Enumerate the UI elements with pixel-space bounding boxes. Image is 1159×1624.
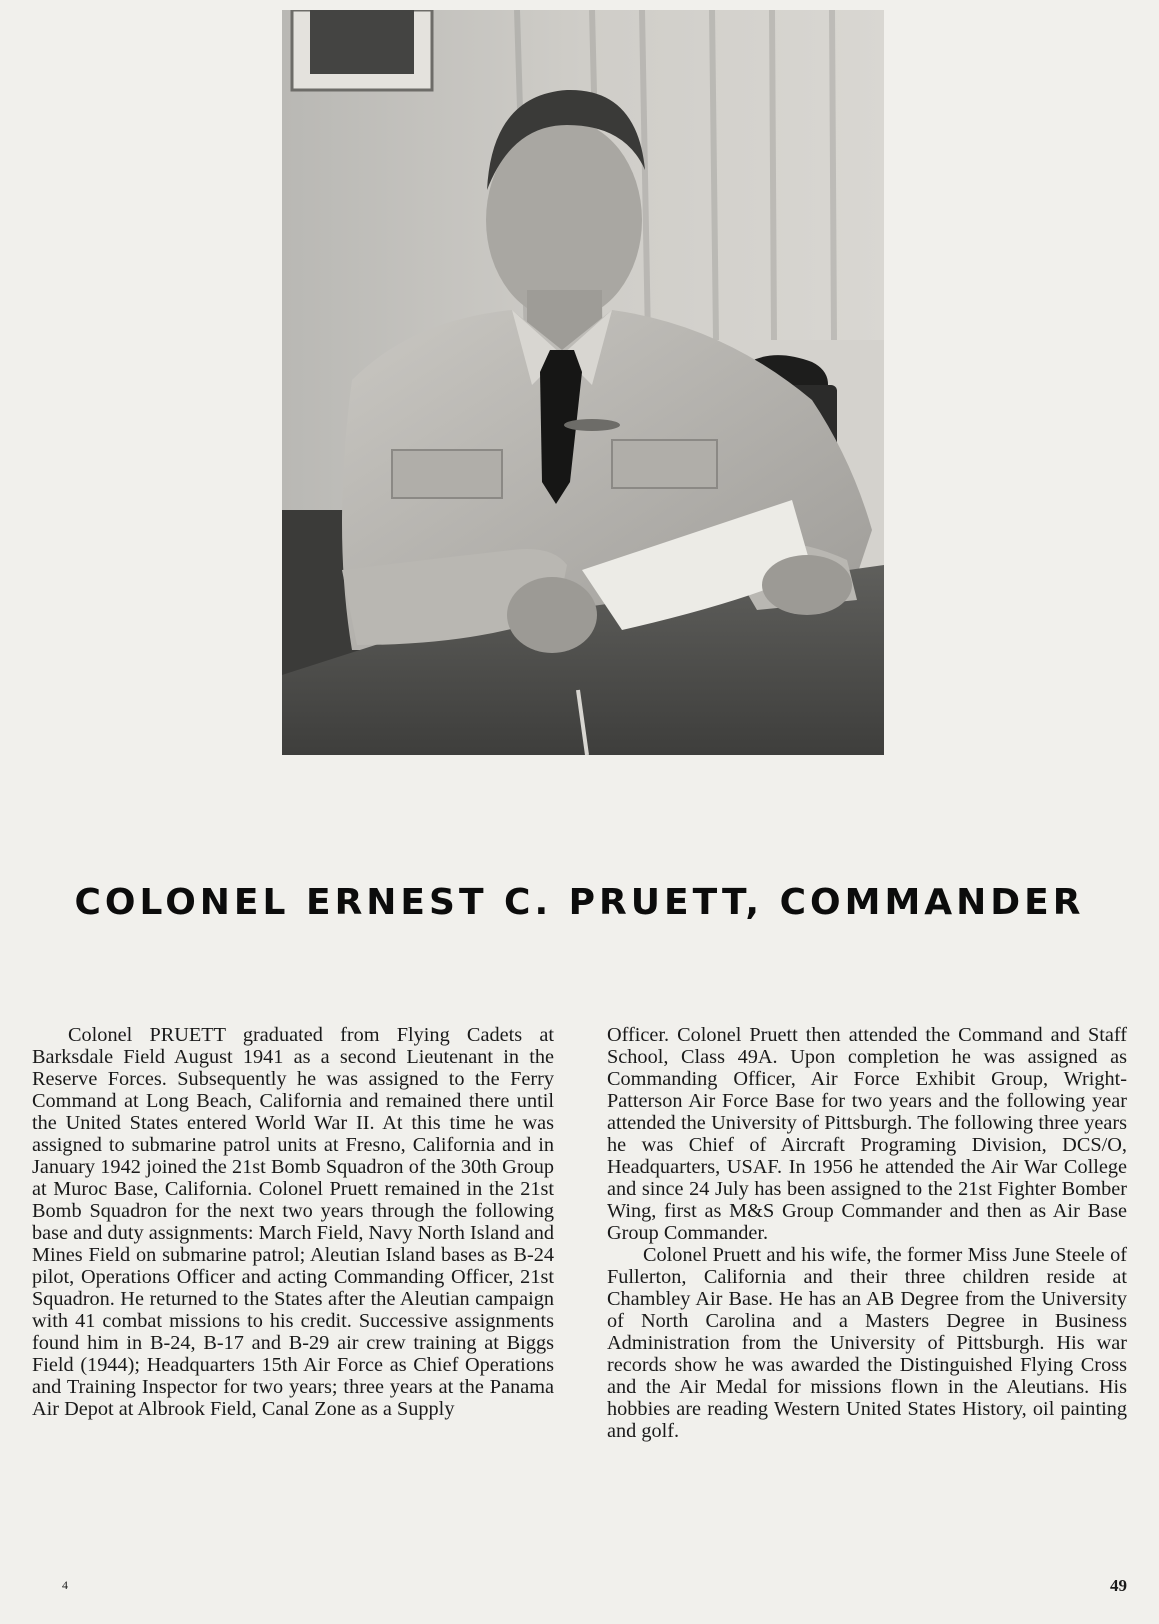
portrait-illustration (282, 10, 884, 755)
page-title: COLONEL ERNEST C. PRUETT, COMMANDER (74, 882, 1085, 923)
article-paragraph: Colonel PRUETT graduated from Flying Cadets at Barksdale Field August 1941 as a second Lieutenant in the Reserve Forces. Subsequently he was assigned to the Ferry Command at Long Beach, California and remained there until the United States entered World War II. At this time he was assigned to submarine patrol units at Fresno, California and in January 1942 joined the 21st Bomb Squadron of the 30th Group at Muroc Base, California. Colonel Pruett remained in the 21st Bomb Squadron for the next two years through the following base and duty assignments: March Field, Navy North Island and Mines Field on submarine patrol; Aleutian Island bases as B-24 pilot, Operations Officer and acting Commanding Officer, 21st Squadron. He returned to the States after the Aleutian campaign with 41 combat missions to his credit. Successive assignments found him in B-24, B-17 and B-29 air crew training at Biggs Field (1944); Headquarters 15th Air Force as Chief Operations and Training Inspector for two years; three years at the Panama Air Depot at Albrook Field, Canal Zone as a Supply (32, 1024, 554, 1420)
page-number-right: 49 (1110, 1576, 1127, 1595)
article-column-right (607, 1024, 1127, 1442)
page-number-left: 4 (62, 1578, 68, 1592)
article-paragraph: Officer. Colonel Pruett then attended the Command and Staff School, Class 49A. Upon completion he was assigned as Commanding Officer, Air Force Exhibit Group, Wright-Patterson Air Force Base for two years and the following year attended the University of Pittsburgh. The following three years he was Chief of Aircraft Programing Division, DCS/O, Headquarters, USAF. In 1956 he attended the Air War College and since 24 July has been assigned to the 21st Fighter Bomber Wing, first as M&S Group Commander and then as Air Base Group Commander. (607, 1024, 1127, 1244)
article-column-left (32, 1024, 554, 1420)
portrait-photo (282, 10, 884, 755)
article-paragraph: Colonel Pruett and his wife, the former Miss June Steele of Fullerton, California and their three children reside at Chambley Air Base. He has an AB Degree from the University of North Carolina and a Masters Degree in Business Administration from the University of Pittsburgh. His war records show he was awarded the Distinguished Flying Cross and the Air Medal for missions flown in the Aleutians. His hobbies are reading Western United States History, oil painting and golf. (607, 1244, 1127, 1442)
